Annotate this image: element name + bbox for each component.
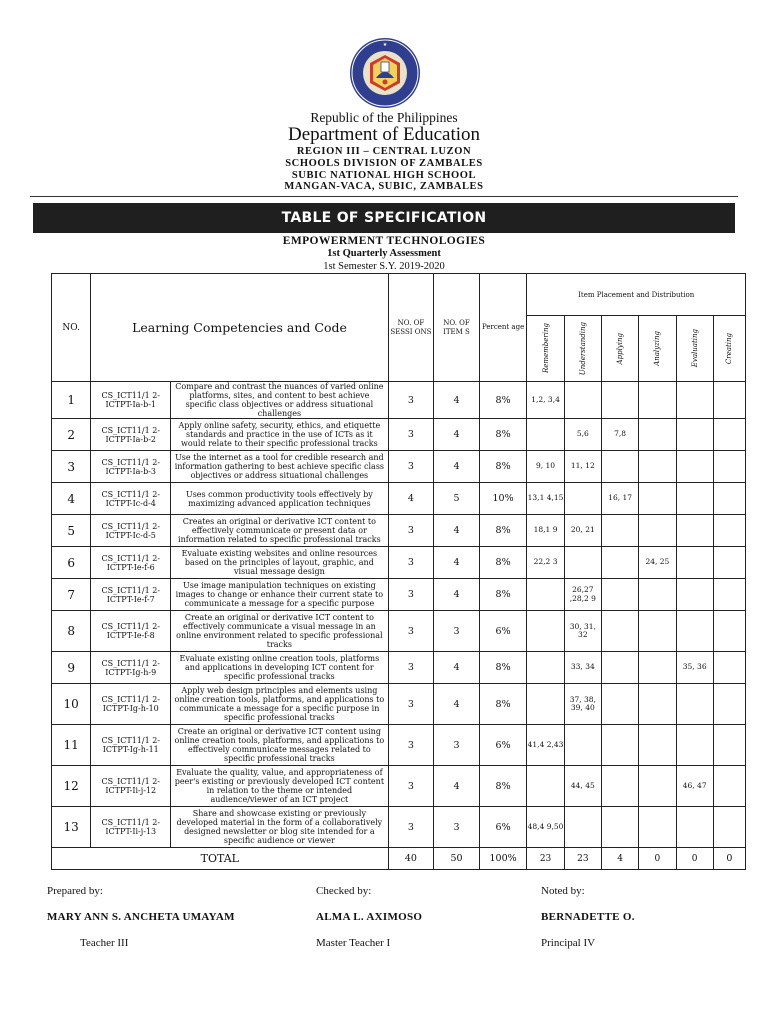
analyzing-cell — [639, 382, 676, 419]
analyzing-cell — [639, 419, 676, 451]
analyzing-cell — [639, 807, 676, 848]
analyzing-cell — [639, 611, 676, 652]
competency-code: CS_ICT11/1 2-ICTPT-Ia-b-2 — [91, 419, 171, 451]
competency-description: Use the internet as a tool for credible research and information gathering to best achieve specific class objectives or address situational challenges — [171, 451, 389, 483]
row-number: 10 — [52, 684, 91, 725]
sessions-cell: 3 — [388, 515, 434, 547]
remembering-cell: 1,2, 3,4 — [527, 382, 564, 419]
total-creating: 0 — [713, 848, 745, 870]
sessions-cell: 4 — [388, 483, 434, 515]
remembering-cell — [527, 579, 564, 611]
header-remembering: Remembering — [527, 316, 564, 382]
evaluating-cell — [676, 451, 713, 483]
analyzing-cell — [639, 515, 676, 547]
region-line: REGION III – CENTRAL LUZON — [296, 146, 472, 157]
header-item-placement: Item Placement and Distribution — [527, 274, 746, 316]
table-row — [52, 725, 746, 766]
sessions-cell: 3 — [388, 611, 434, 652]
total-applying: 4 — [601, 848, 638, 870]
understanding-cell — [564, 807, 601, 848]
evaluating-cell — [676, 611, 713, 652]
table-row — [52, 611, 746, 652]
prepared-by-label: Prepared by: — [47, 885, 103, 897]
sessions-cell: 3 — [388, 451, 434, 483]
competency-code: CS_ICT11/1 2-ICTPT-Ie-f-6 — [91, 547, 171, 579]
header-analyzing: Analyzing — [639, 316, 676, 382]
noted-by-label: Noted by: — [541, 885, 585, 897]
specification-table — [51, 273, 746, 870]
competency-description: Apply web design principles and elements using online creation tools, platforms, and applications to communicate a message for a specific purpose in specific professional tracks — [171, 684, 389, 725]
division-line: SCHOOLS DIVISION OF ZAMBALES — [285, 158, 483, 169]
noted-by-name: BERNADETTE O. — [541, 911, 635, 923]
header-sessions: NO. OF SESSI ONS — [388, 274, 434, 382]
items-cell: 3 — [434, 611, 480, 652]
header-items: NO. OF ITEM S — [434, 274, 480, 382]
competency-description: Apply online safety, security, ethics, and etiquette standards and practice in the use of ICTs as it would relate to their specific professional tracks — [171, 419, 389, 451]
creating-cell — [713, 684, 745, 725]
remembering-cell: 22,2 3 — [527, 547, 564, 579]
sessions-cell: 3 — [388, 684, 434, 725]
total-remembering: 23 — [527, 848, 564, 870]
row-number: 1 — [52, 382, 91, 419]
applying-cell — [601, 611, 638, 652]
evaluating-cell — [676, 419, 713, 451]
applying-cell — [601, 579, 638, 611]
table-row — [52, 684, 746, 725]
competency-description: Create an original or derivative ICT content to effectively communicate a visual message in an online environment related to specific professional tracks — [171, 611, 389, 652]
items-cell: 4 — [434, 515, 480, 547]
table-row — [52, 766, 746, 807]
understanding-cell — [564, 382, 601, 419]
understanding-cell: 20, 21 — [564, 515, 601, 547]
analyzing-cell — [639, 483, 676, 515]
applying-cell — [601, 652, 638, 684]
analyzing-cell — [639, 766, 676, 807]
evaluating-cell: 46, 47 — [676, 766, 713, 807]
svg-text:★: ★ — [382, 42, 388, 48]
checked-by-label: Checked by: — [316, 885, 372, 897]
competency-description: Evaluate existing online creation tools, platforms and applications in developing ICT content for specific professional tracks — [171, 652, 389, 684]
remembering-cell: 48,4 9,50 — [527, 807, 564, 848]
header-evaluating: Evaluating — [676, 316, 713, 382]
total-understanding: 23 — [564, 848, 601, 870]
remembering-cell — [527, 611, 564, 652]
republic-line: Republic of the Philippines — [310, 110, 458, 125]
row-number: 2 — [52, 419, 91, 451]
understanding-cell: 44, 45 — [564, 766, 601, 807]
applying-cell — [601, 547, 638, 579]
understanding-cell — [564, 547, 601, 579]
row-number: 3 — [52, 451, 91, 483]
applying-cell — [601, 807, 638, 848]
header-no: NO. — [52, 274, 91, 382]
understanding-cell: 11, 12 — [564, 451, 601, 483]
evaluating-cell — [676, 515, 713, 547]
items-cell: 4 — [434, 547, 480, 579]
total-percentage: 100% — [479, 848, 527, 870]
total-label: TOTAL — [52, 848, 389, 870]
assessment-title: 1st Quarterly Assessment — [327, 248, 441, 259]
percentage-cell: 10% — [479, 483, 527, 515]
competency-code: CS_ICT11/1 2-ICTPT-Ii-j-12 — [91, 766, 171, 807]
items-cell: 4 — [434, 766, 480, 807]
competency-code: CS_ICT11/1 2-ICTPT-Ig-h-10 — [91, 684, 171, 725]
percentage-cell: 8% — [479, 652, 527, 684]
evaluating-cell: 35, 36 — [676, 652, 713, 684]
header-divider — [30, 196, 738, 197]
prepared-by-name: MARY ANN S. ANCHETA UMAYAM — [47, 911, 235, 923]
table-row — [52, 547, 746, 579]
row-number: 4 — [52, 483, 91, 515]
creating-cell — [713, 547, 745, 579]
evaluating-cell — [676, 483, 713, 515]
tos-banner: TABLE OF SPECIFICATION — [33, 203, 735, 233]
percentage-cell: 8% — [479, 515, 527, 547]
items-cell: 3 — [434, 725, 480, 766]
header-competency: Learning Competencies and Code — [91, 274, 388, 382]
row-number: 11 — [52, 725, 91, 766]
subject-title: EMPOWERMENT TECHNOLOGIES — [282, 235, 486, 247]
competency-code: CS_ICT11/1 2-ICTPT-Ic-d-5 — [91, 515, 171, 547]
competency-code: CS_ICT11/1 2-ICTPT-Ia-b-3 — [91, 451, 171, 483]
applying-cell — [601, 515, 638, 547]
row-number: 5 — [52, 515, 91, 547]
sessions-cell: 3 — [388, 807, 434, 848]
total-evaluating: 0 — [676, 848, 713, 870]
understanding-cell: 5,6 — [564, 419, 601, 451]
understanding-cell — [564, 725, 601, 766]
remembering-cell — [527, 652, 564, 684]
checked-by-name: ALMA L. AXIMOSO — [316, 911, 423, 923]
remembering-cell — [527, 419, 564, 451]
applying-cell — [601, 766, 638, 807]
items-cell: 4 — [434, 419, 480, 451]
evaluating-cell — [676, 382, 713, 419]
competency-description: Evaluate existing websites and online resources based on the principles of layout, graphic, and visual message design — [171, 547, 389, 579]
total-items: 50 — [434, 848, 480, 870]
prepared-by-title: Teacher III — [80, 937, 129, 949]
table-row — [52, 515, 746, 547]
competency-description: Share and showcase existing or previously developed material in the form of a collaboratively designed newsletter or blog site intended for a specific audience or viewer — [171, 807, 389, 848]
remembering-cell: 9, 10 — [527, 451, 564, 483]
competency-code: CS_ICT11/1 2-ICTPT-Ig-h-9 — [91, 652, 171, 684]
deped-seal-logo — [348, 36, 422, 110]
remembering-cell: 18,1 9 — [527, 515, 564, 547]
percentage-cell: 8% — [479, 451, 527, 483]
understanding-cell: 30, 31, 32 — [564, 611, 601, 652]
sessions-cell: 3 — [388, 419, 434, 451]
percentage-cell: 6% — [479, 725, 527, 766]
percentage-cell: 6% — [479, 611, 527, 652]
competency-code: CS_ICT11/1 2-ICTPT-Ie-f-7 — [91, 579, 171, 611]
creating-cell — [713, 451, 745, 483]
total-row — [52, 848, 746, 870]
competency-description: Create an original or derivative ICT content using online creation tools, platforms, and applications to effectively communicate messages related to specific professional tracks — [171, 725, 389, 766]
sessions-cell: 3 — [388, 725, 434, 766]
analyzing-cell — [639, 579, 676, 611]
understanding-cell: 37, 38, 39, 40 — [564, 684, 601, 725]
table-row — [52, 451, 746, 483]
percentage-cell: 8% — [479, 766, 527, 807]
table-row — [52, 579, 746, 611]
table-row — [52, 382, 746, 419]
creating-cell — [713, 611, 745, 652]
creating-cell — [713, 652, 745, 684]
analyzing-cell — [639, 652, 676, 684]
total-sessions: 40 — [388, 848, 434, 870]
row-number: 12 — [52, 766, 91, 807]
items-cell: 4 — [434, 451, 480, 483]
sessions-cell: 3 — [388, 766, 434, 807]
items-cell: 4 — [434, 579, 480, 611]
competency-code: CS_ICT11/1 2-ICTPT-Ig-h-11 — [91, 725, 171, 766]
percentage-cell: 8% — [479, 684, 527, 725]
remembering-cell: 41,4 2,43 — [527, 725, 564, 766]
analyzing-cell: 24, 25 — [639, 547, 676, 579]
creating-cell — [713, 725, 745, 766]
row-number: 6 — [52, 547, 91, 579]
sessions-cell: 3 — [388, 579, 434, 611]
sessions-cell: 3 — [388, 382, 434, 419]
items-cell: 4 — [434, 652, 480, 684]
applying-cell: 7,8 — [601, 419, 638, 451]
percentage-cell: 6% — [479, 807, 527, 848]
table-row — [52, 652, 746, 684]
evaluating-cell — [676, 579, 713, 611]
applying-cell — [601, 684, 638, 725]
header-understanding: Understanding — [564, 316, 601, 382]
competency-description: Compare and contrast the nuances of varied online platforms, sites, and content to best achieve specific class objectives or address situational challenges — [171, 382, 389, 419]
competency-description: Evaluate the quality, value, and appropriateness of peer's existing or previously developed ICT content in relation to the theme or intended audience/viewer of an ICT project — [171, 766, 389, 807]
items-cell: 5 — [434, 483, 480, 515]
row-number: 8 — [52, 611, 91, 652]
table-row — [52, 807, 746, 848]
creating-cell — [713, 766, 745, 807]
competency-code: CS_ICT11/1 2-ICTPT-Ii-j-13 — [91, 807, 171, 848]
evaluating-cell — [676, 807, 713, 848]
applying-cell — [601, 382, 638, 419]
checked-by-title: Master Teacher I — [316, 937, 391, 949]
percentage-cell: 8% — [479, 419, 527, 451]
total-analyzing: 0 — [639, 848, 676, 870]
evaluating-cell — [676, 725, 713, 766]
row-number: 7 — [52, 579, 91, 611]
remembering-cell — [527, 684, 564, 725]
department-title: Department of Education — [287, 124, 481, 145]
applying-cell: 16, 17 — [601, 483, 638, 515]
table-row — [52, 483, 746, 515]
creating-cell — [713, 579, 745, 611]
creating-cell — [713, 419, 745, 451]
competency-code: CS_ICT11/1 2-ICTPT-Ic-d-4 — [91, 483, 171, 515]
competency-description: Creates an original or derivative ICT content to effectively communicate or present data or information related to specific professional tracks — [171, 515, 389, 547]
table-row — [52, 419, 746, 451]
percentage-cell: 8% — [479, 382, 527, 419]
understanding-cell: 33, 34 — [564, 652, 601, 684]
understanding-cell — [564, 483, 601, 515]
header-percentage: Percent age — [479, 274, 527, 382]
percentage-cell: 8% — [479, 579, 527, 611]
semester-line: 1st Semester S.Y. 2019-2020 — [323, 261, 445, 272]
items-cell: 4 — [434, 684, 480, 725]
school-line: SUBIC NATIONAL HIGH SCHOOL — [291, 170, 477, 181]
percentage-cell: 8% — [479, 547, 527, 579]
applying-cell — [601, 451, 638, 483]
competency-code: CS_ICT11/1 2-ICTPT-Ia-b-1 — [91, 382, 171, 419]
understanding-cell: 26,27 ,28,2 9 — [564, 579, 601, 611]
creating-cell — [713, 515, 745, 547]
evaluating-cell — [676, 684, 713, 725]
items-cell: 3 — [434, 807, 480, 848]
analyzing-cell — [639, 725, 676, 766]
creating-cell — [713, 483, 745, 515]
row-number: 9 — [52, 652, 91, 684]
remembering-cell — [527, 766, 564, 807]
header-applying: Applying — [601, 316, 638, 382]
analyzing-cell — [639, 684, 676, 725]
applying-cell — [601, 725, 638, 766]
sessions-cell: 3 — [388, 652, 434, 684]
remembering-cell: 13,1 4,15 — [527, 483, 564, 515]
sessions-cell: 3 — [388, 547, 434, 579]
address-line: MANGAN-VACA, SUBIC, ZAMBALES — [284, 181, 484, 192]
evaluating-cell — [676, 547, 713, 579]
creating-cell — [713, 807, 745, 848]
analyzing-cell — [639, 451, 676, 483]
noted-by-title: Principal IV — [541, 937, 596, 949]
competency-description: Use image manipulation techniques on existing images to change or enhance their current state to communicate a message for a specific purpose — [171, 579, 389, 611]
row-number: 13 — [52, 807, 91, 848]
competency-description: Uses common productivity tools effectively by maximizing advanced application techniques — [171, 483, 389, 515]
competency-code: CS_ICT11/1 2-ICTPT-Ie-f-8 — [91, 611, 171, 652]
header-creating: Creating — [713, 316, 745, 382]
creating-cell — [713, 382, 745, 419]
items-cell: 4 — [434, 382, 480, 419]
